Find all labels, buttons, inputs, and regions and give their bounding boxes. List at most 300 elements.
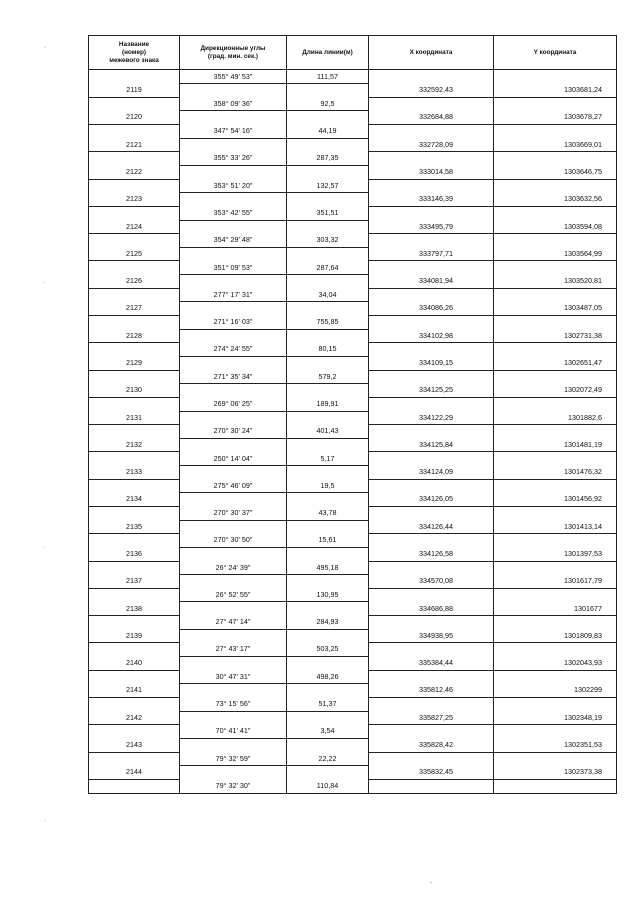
- angle-cell: [180, 111, 287, 125]
- line-length: 22,22: [287, 752, 369, 766]
- name-cell: [89, 261, 180, 275]
- x-coordinate-cell: 335384,44: [369, 657, 494, 671]
- y-coordinate-cell: 1303487,05: [494, 302, 617, 316]
- length-cell: [287, 84, 369, 98]
- angle-cell: [180, 438, 287, 452]
- length-cell: [287, 629, 369, 643]
- x-cell: [369, 152, 494, 166]
- segment-row: [89, 725, 617, 739]
- y-coordinate-cell: 1301677: [494, 602, 617, 616]
- angle-cell: [180, 711, 287, 725]
- angle-cell: [180, 384, 287, 398]
- segment-row: [89, 206, 617, 220]
- y-cell: [494, 179, 617, 193]
- name-cell: [89, 179, 180, 193]
- segment-row: [89, 507, 617, 521]
- direction-angle: 271° 35' 34": [180, 370, 287, 384]
- name-cell: [89, 507, 180, 521]
- direction-angle: 26° 24' 39": [180, 561, 287, 575]
- boundary-point-row: [89, 657, 617, 671]
- y-coordinate-cell: 1301617,79: [494, 575, 617, 589]
- x-cell: [369, 616, 494, 630]
- y-cell: [494, 152, 617, 166]
- line-length: 130,95: [287, 588, 369, 602]
- x-cell: [369, 779, 494, 793]
- x-coordinate-cell: 332592,43: [369, 84, 494, 98]
- direction-angle: 347° 54' 16": [180, 125, 287, 139]
- x-cell: [369, 97, 494, 111]
- scan-speck: ·: [44, 45, 46, 51]
- scan-speck: -: [430, 880, 432, 886]
- length-cell: [287, 111, 369, 125]
- x-cell: [369, 70, 494, 84]
- boundary-point-row: [89, 220, 617, 234]
- x-cell: [369, 370, 494, 384]
- length-cell: 111,57: [287, 70, 369, 84]
- line-length: 5,17: [287, 452, 369, 466]
- y-cell: [494, 397, 617, 411]
- length-cell: [287, 193, 369, 207]
- line-length: 495,18: [287, 561, 369, 575]
- line-length: 287,35: [287, 152, 369, 166]
- line-length: 579,2: [287, 370, 369, 384]
- y-cell: [494, 752, 617, 766]
- boundary-point-row: [89, 356, 617, 370]
- line-length: 755,85: [287, 316, 369, 330]
- name-cell: [89, 152, 180, 166]
- name-cell: [89, 97, 180, 111]
- boundary-point-row: [89, 111, 617, 125]
- direction-angle: 271° 16' 03": [180, 316, 287, 330]
- angle-cell: [180, 629, 287, 643]
- name-cell: [89, 343, 180, 357]
- boundary-point-row: [89, 165, 617, 179]
- y-cell: [494, 725, 617, 739]
- name-cell: [89, 616, 180, 630]
- point-name: 2141: [89, 684, 180, 698]
- length-cell: [287, 302, 369, 316]
- segment-row: [89, 479, 617, 493]
- boundary-point-row: [89, 629, 617, 643]
- name-cell: [89, 125, 180, 139]
- boundary-point-row: [89, 247, 617, 261]
- y-cell: [494, 534, 617, 548]
- point-name: 2124: [89, 220, 180, 234]
- angle-cell: [180, 138, 287, 152]
- header-marker-name: Название (номер) межевого знака: [89, 36, 180, 70]
- boundary-point-row: [89, 384, 617, 398]
- angle-cell: [180, 275, 287, 289]
- point-name: 2143: [89, 738, 180, 752]
- y-coordinate-cell: 1301476,32: [494, 466, 617, 480]
- name-cell: [89, 234, 180, 248]
- angle-cell: [180, 766, 287, 780]
- name-cell: [89, 452, 180, 466]
- boundary-point-row: [89, 466, 617, 480]
- direction-angle: 79° 32' 30": [180, 779, 287, 793]
- direction-angle: 26° 52' 55": [180, 588, 287, 602]
- direction-angle: 353° 42' 55": [180, 206, 287, 220]
- name-cell: [89, 370, 180, 384]
- length-cell: [287, 438, 369, 452]
- angle-cell: [180, 520, 287, 534]
- point-name: 2133: [89, 466, 180, 480]
- x-coordinate-cell: 334686,88: [369, 602, 494, 616]
- y-coordinate-cell: 1303681,24: [494, 84, 617, 98]
- y-coordinate-cell: 1303678,27: [494, 111, 617, 125]
- x-cell: [369, 425, 494, 439]
- point-name: 2138: [89, 602, 180, 616]
- y-cell: [494, 425, 617, 439]
- point-name: 2127: [89, 302, 180, 316]
- point-name: 2128: [89, 329, 180, 343]
- y-cell: [494, 288, 617, 302]
- segment-row: [89, 643, 617, 657]
- x-cell: [369, 452, 494, 466]
- line-length: 110,84: [287, 779, 369, 793]
- direction-angle: 355° 33' 26": [180, 152, 287, 166]
- y-cell: [494, 479, 617, 493]
- angle-cell: [180, 547, 287, 561]
- boundary-point-row: [89, 329, 617, 343]
- angle-cell: [180, 247, 287, 261]
- segment-row: [89, 534, 617, 548]
- x-cell: [369, 725, 494, 739]
- boundary-point-row: [89, 520, 617, 534]
- point-name: 2142: [89, 711, 180, 725]
- length-cell: [287, 356, 369, 370]
- scan-speck: ·: [43, 280, 45, 286]
- angle-cell: [180, 602, 287, 616]
- x-coordinate-cell: 334126,05: [369, 493, 494, 507]
- direction-angle: 27° 43' 17": [180, 643, 287, 657]
- x-cell: [369, 125, 494, 139]
- angle-cell: [180, 165, 287, 179]
- y-coordinate-cell: 1301413,14: [494, 520, 617, 534]
- name-cell: [89, 561, 180, 575]
- boundary-coordinates-table: [88, 35, 617, 794]
- segment-row: [89, 343, 617, 357]
- line-length: 189,91: [287, 397, 369, 411]
- x-cell: [369, 343, 494, 357]
- angle-cell: [180, 411, 287, 425]
- y-cell: [494, 616, 617, 630]
- segment-row: [89, 697, 617, 711]
- x-cell: [369, 179, 494, 193]
- line-length: 43,78: [287, 507, 369, 521]
- angle-cell: [180, 356, 287, 370]
- boundary-point-row: [89, 738, 617, 752]
- point-name: 2122: [89, 165, 180, 179]
- point-name: 2120: [89, 111, 180, 125]
- x-coordinate-cell: 335828,42: [369, 738, 494, 752]
- name-cell: [89, 316, 180, 330]
- direction-angle: 270° 30' 37": [180, 507, 287, 521]
- direction-angle: 73° 15' 56": [180, 697, 287, 711]
- length-cell: [287, 247, 369, 261]
- point-name: 2137: [89, 575, 180, 589]
- point-name: 2129: [89, 356, 180, 370]
- angle-cell: [180, 466, 287, 480]
- name-cell: [89, 779, 180, 793]
- table-header-row: [89, 36, 617, 70]
- segment-row: [89, 670, 617, 684]
- segment-row: [89, 179, 617, 193]
- y-coordinate-cell: 1302651,47: [494, 356, 617, 370]
- x-coordinate-cell: 335827,25: [369, 711, 494, 725]
- scan-speck: ·: [44, 818, 46, 824]
- x-cell: [369, 588, 494, 602]
- line-length: 3,54: [287, 725, 369, 739]
- y-cell: [494, 643, 617, 657]
- x-coordinate-cell: 333146,39: [369, 193, 494, 207]
- y-cell: [494, 261, 617, 275]
- direction-angle: 270° 30' 24": [180, 425, 287, 439]
- name-cell: [89, 588, 180, 602]
- x-coordinate-cell: 334125,25: [369, 384, 494, 398]
- y-cell: [494, 370, 617, 384]
- line-length: 80,15: [287, 343, 369, 357]
- segment-row: [89, 261, 617, 275]
- segment-row: [89, 752, 617, 766]
- boundary-point-row: [89, 711, 617, 725]
- line-length: 15,61: [287, 534, 369, 548]
- name-cell: [89, 70, 180, 84]
- boundary-point-row: [89, 302, 617, 316]
- y-coordinate-cell: 1301481,19: [494, 438, 617, 452]
- direction-angle: 27° 47' 14": [180, 616, 287, 630]
- line-length: 34,04: [287, 288, 369, 302]
- boundary-point-row: [89, 275, 617, 289]
- segment-row: [89, 97, 617, 111]
- name-cell: [89, 206, 180, 220]
- x-coordinate-cell: 334124,09: [369, 466, 494, 480]
- direction-angle: 79° 32' 59": [180, 752, 287, 766]
- x-coordinate-cell: 333495,79: [369, 220, 494, 234]
- x-cell: [369, 288, 494, 302]
- name-cell: [89, 479, 180, 493]
- angle-cell: [180, 329, 287, 343]
- length-cell: [287, 275, 369, 289]
- x-coordinate-cell: 333797,71: [369, 247, 494, 261]
- name-cell: [89, 697, 180, 711]
- header-x-coordinate: X координата: [369, 36, 494, 70]
- direction-angle: 277° 17' 31": [180, 288, 287, 302]
- length-cell: [287, 547, 369, 561]
- x-coordinate-cell: 334570,08: [369, 575, 494, 589]
- x-coordinate-cell: 333014,58: [369, 165, 494, 179]
- y-coordinate-cell: 1302373,38: [494, 766, 617, 780]
- x-coordinate-cell: 334081,94: [369, 275, 494, 289]
- line-length: 51,37: [287, 697, 369, 711]
- boundary-point-row: [89, 138, 617, 152]
- line-length: 92,5: [287, 97, 369, 111]
- angle-cell: [180, 657, 287, 671]
- y-coordinate-cell: 1302072,49: [494, 384, 617, 398]
- segment-row: [89, 152, 617, 166]
- boundary-point-row: [89, 602, 617, 616]
- direction-angle: 250° 14' 04": [180, 452, 287, 466]
- boundary-point-row: [89, 684, 617, 698]
- line-length: 284,93: [287, 616, 369, 630]
- header-direction-angle: Дирекционные углы (град. мин. сек.): [180, 36, 287, 70]
- segment-row: [89, 452, 617, 466]
- line-length: 132,57: [287, 179, 369, 193]
- x-coordinate-cell: 335812,46: [369, 684, 494, 698]
- direction-angle: 274° 24' 55": [180, 343, 287, 357]
- y-coordinate-cell: 1302043,93: [494, 657, 617, 671]
- length-cell: [287, 684, 369, 698]
- header-line-length: Длина линии(м): [287, 36, 369, 70]
- angle-cell: [180, 738, 287, 752]
- boundary-point-row: [89, 547, 617, 561]
- point-name: 2130: [89, 384, 180, 398]
- x-cell: [369, 316, 494, 330]
- y-cell: [494, 452, 617, 466]
- segment-row: [89, 316, 617, 330]
- y-coordinate-cell: 1302348,19: [494, 711, 617, 725]
- boundary-point-row: [89, 575, 617, 589]
- length-cell: [287, 220, 369, 234]
- name-cell: [89, 670, 180, 684]
- x-cell: [369, 234, 494, 248]
- angle-cell: [180, 193, 287, 207]
- segment-row: [89, 288, 617, 302]
- y-coordinate-cell: 1303646,75: [494, 165, 617, 179]
- y-coordinate-cell: 1303594,08: [494, 220, 617, 234]
- y-coordinate-cell: 1302299: [494, 684, 617, 698]
- point-name: 2140: [89, 657, 180, 671]
- y-cell: [494, 70, 617, 84]
- length-cell: [287, 165, 369, 179]
- x-coordinate-cell: 334126,44: [369, 520, 494, 534]
- name-cell: [89, 643, 180, 657]
- direction-angle: 351° 09' 53": [180, 261, 287, 275]
- boundary-point-row: [89, 766, 617, 780]
- segment-row: [89, 561, 617, 575]
- point-name: 2119: [89, 84, 180, 98]
- x-coordinate-cell: 334126,58: [369, 547, 494, 561]
- y-coordinate-cell: 1303669,01: [494, 138, 617, 152]
- y-cell: [494, 97, 617, 111]
- direction-angle: 275° 46' 09": [180, 479, 287, 493]
- y-cell: [494, 561, 617, 575]
- point-name: 2136: [89, 547, 180, 561]
- segment-row: [89, 425, 617, 439]
- segment-row: [89, 234, 617, 248]
- direction-angle: 354° 29' 48": [180, 234, 287, 248]
- scan-speck: ·: [43, 545, 45, 551]
- point-name: 2126: [89, 275, 180, 289]
- segment-row: [89, 397, 617, 411]
- y-coordinate-cell: 1301456,92: [494, 493, 617, 507]
- y-coordinate-cell: 1303564,99: [494, 247, 617, 261]
- segment-row: [89, 588, 617, 602]
- length-cell: [287, 766, 369, 780]
- line-length: 44,19: [287, 125, 369, 139]
- x-cell: [369, 534, 494, 548]
- y-cell: [494, 779, 617, 793]
- x-coordinate-cell: 334109,15: [369, 356, 494, 370]
- point-name: 2132: [89, 438, 180, 452]
- y-cell: [494, 316, 617, 330]
- x-coordinate-cell: 334122,29: [369, 411, 494, 425]
- line-length: 303,32: [287, 234, 369, 248]
- direction-angle: 30° 47' 31": [180, 670, 287, 684]
- name-cell: [89, 725, 180, 739]
- x-coordinate-cell: 332728,09: [369, 138, 494, 152]
- coordinates-sheet: [88, 35, 616, 794]
- y-coordinate-cell: 1302351,53: [494, 738, 617, 752]
- name-cell: [89, 288, 180, 302]
- segment-row: [89, 70, 617, 84]
- x-coordinate-cell: 334086,26: [369, 302, 494, 316]
- point-name: 2144: [89, 766, 180, 780]
- x-coordinate-cell: 334102,98: [369, 329, 494, 343]
- boundary-point-row: [89, 411, 617, 425]
- length-cell: [287, 602, 369, 616]
- x-coordinate-cell: 334125,84: [369, 438, 494, 452]
- name-cell: [89, 752, 180, 766]
- boundary-point-row: [89, 493, 617, 507]
- x-coordinate-cell: 335832,45: [369, 766, 494, 780]
- point-name: 2135: [89, 520, 180, 534]
- segment-row: [89, 779, 617, 793]
- angle-cell: [180, 220, 287, 234]
- x-cell: [369, 479, 494, 493]
- x-cell: [369, 561, 494, 575]
- header-y-coordinate: Y координата: [494, 36, 617, 70]
- y-coordinate-cell: 1301882,6: [494, 411, 617, 425]
- point-name: 2134: [89, 493, 180, 507]
- point-name: 2121: [89, 138, 180, 152]
- length-cell: [287, 411, 369, 425]
- angle-cell: [180, 684, 287, 698]
- x-cell: [369, 261, 494, 275]
- y-cell: [494, 507, 617, 521]
- y-coordinate-cell: 1302731,38: [494, 329, 617, 343]
- x-cell: [369, 752, 494, 766]
- direction-angle: 358° 09' 36": [180, 97, 287, 111]
- point-name: 2123: [89, 193, 180, 207]
- length-cell: [287, 520, 369, 534]
- point-name: 2131: [89, 411, 180, 425]
- angle-cell: [180, 575, 287, 589]
- y-coordinate-cell: 1301397,53: [494, 547, 617, 561]
- y-cell: [494, 234, 617, 248]
- y-coordinate-cell: 1301809,83: [494, 629, 617, 643]
- boundary-point-row: [89, 193, 617, 207]
- name-cell: [89, 425, 180, 439]
- segment-row: [89, 370, 617, 384]
- direction-angle: 70° 41' 41": [180, 725, 287, 739]
- direction-angle: 353° 51' 20": [180, 179, 287, 193]
- y-coordinate-cell: 1303632,56: [494, 193, 617, 207]
- y-cell: [494, 670, 617, 684]
- length-cell: [287, 738, 369, 752]
- point-name: 2139: [89, 629, 180, 643]
- direction-angle: 269° 06' 25": [180, 397, 287, 411]
- name-cell: [89, 397, 180, 411]
- angle-cell: 355° 49' 53": [180, 70, 287, 84]
- line-length: 401,43: [287, 425, 369, 439]
- y-cell: [494, 125, 617, 139]
- line-length: 503,25: [287, 643, 369, 657]
- segment-row: [89, 616, 617, 630]
- angle-cell: [180, 302, 287, 316]
- length-cell: [287, 657, 369, 671]
- segment-row: [89, 125, 617, 139]
